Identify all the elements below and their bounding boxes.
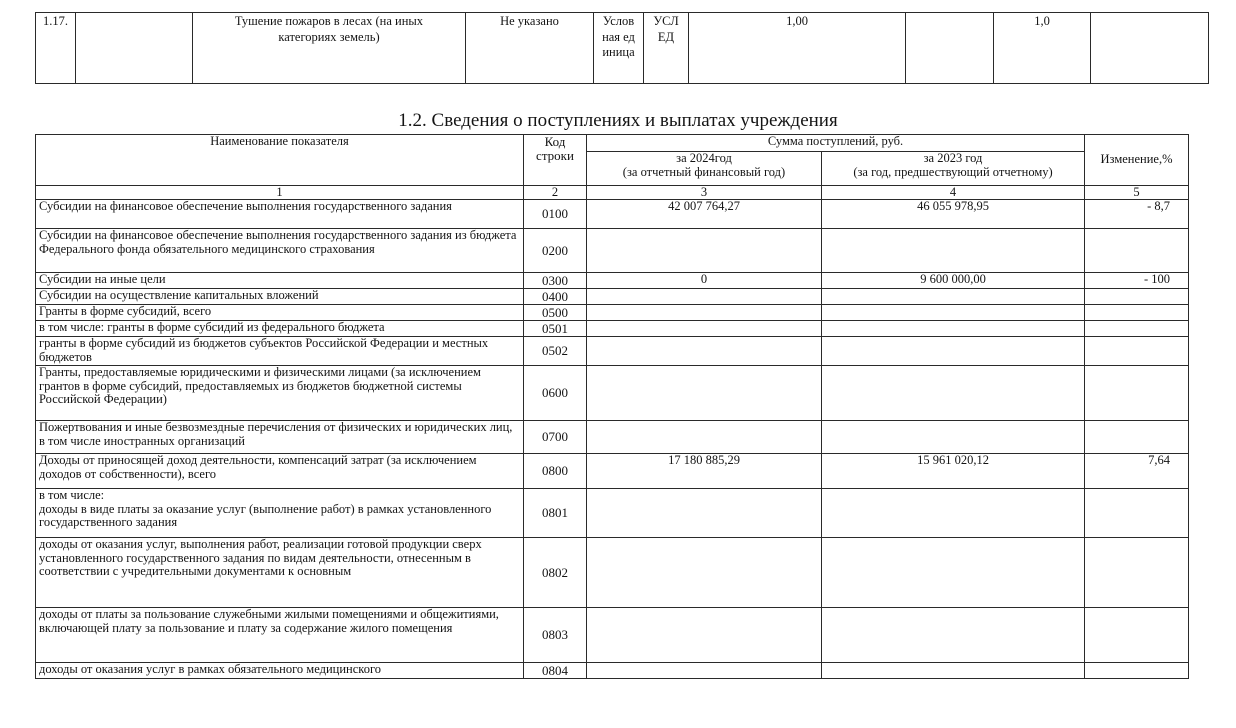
row-name: Доходы от приносящей доход деятельности, компенсаций затрат (за исключением доходов от собственности), всего: [36, 454, 524, 489]
row-name: Субсидии на финансовое обеспечение выполнения государственного задания из бюджета Федерального фонда обязательного медицинского страхования: [36, 229, 524, 273]
row-name: доходы от платы за пользование служебными жилыми помещениями и общежитиями, включающей плату за пользование и плату за содержание жилого помещения: [36, 608, 524, 663]
empty-cell: [76, 13, 193, 84]
row-prev: [822, 305, 1085, 321]
row-change: [1085, 229, 1189, 273]
col-number: 2: [524, 186, 587, 200]
row-current: [587, 663, 822, 679]
table-row: [36, 608, 1189, 663]
row-change: [1085, 366, 1189, 421]
row-current: [587, 321, 822, 337]
row-code: 0700: [524, 421, 587, 454]
services-table: [35, 12, 1209, 84]
row-current: [587, 538, 822, 608]
header-year-prev-label: за 2023 год: [923, 151, 983, 165]
row-name: доходы в виде платы за оказание услуг (выполнение работ) в рамках установленного государственного задания: [39, 501, 492, 529]
row-name: Гранты в форме субсидий, всего: [36, 305, 524, 321]
header-year-prev: [822, 152, 1085, 186]
header-year-prev-sub: (за год, предшествующий отчетному): [853, 164, 1053, 179]
table-row: [36, 13, 1209, 84]
header-year-current: [587, 152, 822, 186]
row-code: 0400: [524, 289, 587, 305]
table-row: [36, 454, 1189, 489]
row-code: 0803: [524, 608, 587, 663]
row-prev: [822, 538, 1085, 608]
receipts-table: [35, 134, 1189, 679]
row-name: гранты в форме субсидий из бюджетов субъектов Российской Федерации и местных бюджетов: [36, 337, 524, 366]
row-name-prefix: в том числе:: [39, 488, 105, 502]
row-prev: [822, 663, 1085, 679]
row-current: [587, 305, 822, 321]
row-current: 17 180 885,29: [587, 454, 822, 489]
table-row: [36, 538, 1189, 608]
row-name: Субсидии на иные цели: [36, 273, 524, 289]
row-code: 0800: [524, 454, 587, 489]
col-number: 3: [587, 186, 822, 200]
table-row: [36, 200, 1189, 229]
row-number: 1.17.: [36, 13, 76, 84]
row-name: в том числе: гранты в форме субсидий из федерального бюджета: [36, 321, 524, 337]
col-number: 4: [822, 186, 1085, 200]
row-current: [587, 289, 822, 305]
value-d: [1091, 13, 1209, 84]
row-change: - 8,7: [1085, 200, 1189, 229]
row-current: [587, 489, 822, 538]
column-numbers-row: [36, 186, 1189, 200]
row-change: [1085, 421, 1189, 454]
row-current: [587, 608, 822, 663]
row-prev: 46 055 978,95: [822, 200, 1085, 229]
row-code: 0502: [524, 337, 587, 366]
header-year-current-sub: (за отчетный финансовый год): [622, 164, 786, 179]
table-row: [36, 229, 1189, 273]
row-prev: [822, 337, 1085, 366]
row-current: [587, 337, 822, 366]
row-code: 0500: [524, 305, 587, 321]
row-prev: [822, 421, 1085, 454]
row-prev: [822, 608, 1085, 663]
header-year-current-label: за 2024год: [676, 151, 732, 165]
table-row: [36, 489, 1189, 538]
row-prev: [822, 289, 1085, 305]
header-sum: Сумма поступлений, руб.: [587, 135, 1085, 152]
section-title: 1.2. Сведения о поступлениях и выплатах учреждения: [398, 110, 838, 131]
table-row: [36, 663, 1189, 679]
row-name: доходы от оказания услуг в рамках обязательного медицинского: [36, 663, 524, 679]
header-change: Изменение,%: [1085, 135, 1189, 186]
row-change: [1085, 321, 1189, 337]
service-name: Тушение пожаров в лесах (на иных категориях земель): [193, 13, 466, 84]
row-name: Субсидии на осуществление капитальных вложений: [36, 289, 524, 305]
table-row: [36, 366, 1189, 421]
row-code: 0804: [524, 663, 587, 679]
row-change: [1085, 337, 1189, 366]
table-row: [36, 337, 1189, 366]
row-change: 7,64: [1085, 454, 1189, 489]
row-code: 0801: [524, 489, 587, 538]
table-row: [36, 421, 1189, 454]
row-prev: 15 961 020,12: [822, 454, 1085, 489]
row-code: 0100: [524, 200, 587, 229]
table-header-row: [36, 135, 1189, 152]
header-code: Код строки: [524, 135, 587, 186]
row-prev: [822, 489, 1085, 538]
row-prev: [822, 366, 1085, 421]
row-name: доходы от оказания услуг, выполнения работ, реализации готовой продукции сверх установленного государственного задания по видам деятельности, отнесенным в соответствии с учредительными документами к основным: [36, 538, 524, 608]
row-change: [1085, 663, 1189, 679]
row-current: 0: [587, 273, 822, 289]
table-row: [36, 321, 1189, 337]
row-change: [1085, 608, 1189, 663]
row-name: Субсидии на финансовое обеспечение выполнения государственного задания: [36, 200, 524, 229]
row-change: [1085, 289, 1189, 305]
row-current: [587, 366, 822, 421]
row-change: - 100: [1085, 273, 1189, 289]
table-row: [36, 289, 1189, 305]
row-prev: [822, 321, 1085, 337]
unit-name: Условная единица: [594, 13, 644, 84]
row-code: 0600: [524, 366, 587, 421]
row-current: [587, 421, 822, 454]
col-number: 1: [36, 186, 524, 200]
row-name: Пожертвования и иные безвозмездные перечисления от физических и юридических лиц, в том числе иностранных организаций: [36, 421, 524, 454]
row-code: 0200: [524, 229, 587, 273]
row-prev: 9 600 000,00: [822, 273, 1085, 289]
row-change: [1085, 305, 1189, 321]
row-prev: [822, 229, 1085, 273]
header-name: Наименование показателя: [36, 135, 524, 186]
service-status: Не указано: [466, 13, 594, 84]
row-name-cell: [36, 489, 524, 538]
col-number: 5: [1085, 186, 1189, 200]
row-code: 0501: [524, 321, 587, 337]
value-b: [906, 13, 994, 84]
row-code: 0300: [524, 273, 587, 289]
unit-code: УСЛ ЕД: [644, 13, 689, 84]
row-current: 42 007 764,27: [587, 200, 822, 229]
row-name: Гранты, предоставляемые юридическими и физическими лицами (за исключением грантов в форме субсидий, предоставляемых из бюджетов бюджетной системы Российской Федерации): [36, 366, 524, 421]
table-row: [36, 305, 1189, 321]
row-code: 0802: [524, 538, 587, 608]
table-row: [36, 273, 1189, 289]
value-a: 1,00: [689, 13, 906, 84]
row-change: [1085, 538, 1189, 608]
row-change: [1085, 489, 1189, 538]
value-c: 1,0: [994, 13, 1091, 84]
row-current: [587, 229, 822, 273]
